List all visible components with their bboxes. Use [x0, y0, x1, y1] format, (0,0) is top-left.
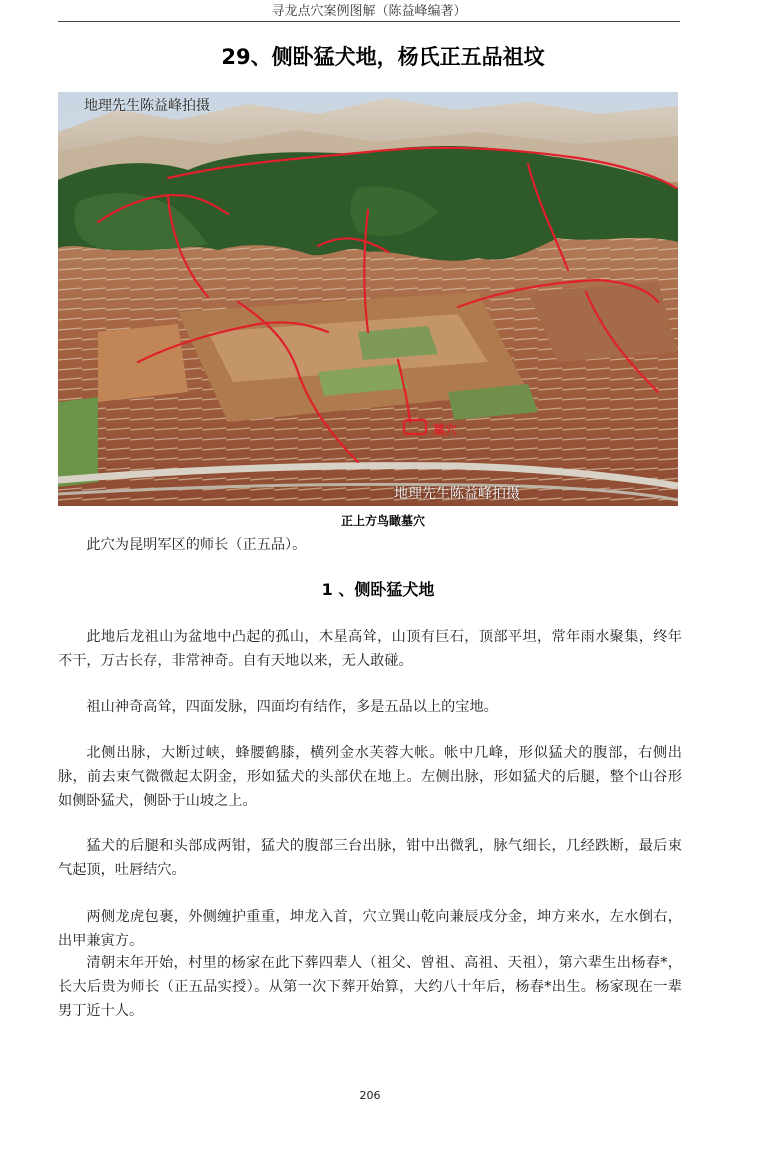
header-rule	[58, 21, 680, 22]
section-heading: 1 、侧卧猛犬地	[321, 580, 435, 599]
page-number: 206	[359, 1089, 381, 1102]
paragraph-4: 猛犬的后腿和头部成两钳，猛犬的腹部三台出脉，钳中出微乳，脉气细长，几经跌断，最后束气起顶，吐唇结穴。	[58, 838, 682, 878]
chapter-title: 29、侧卧猛犬地，杨氏正五品祖坟	[221, 45, 545, 69]
running-header: 寻龙点穴案例图解（陈益峰编著）	[271, 4, 467, 19]
intro-paragraph: 此穴为昆明军区的师长（正五品）。	[86, 537, 307, 553]
paragraph-1: 此地后龙祖山为盆地中凸起的孤山，木星高耸，山顶有巨石，顶部平坦，常年雨水聚集，终年不干，万古长存，非常神奇。自有天地以来，无人敢碰。	[58, 629, 682, 669]
photo-watermark-bottom: 地理先生陈益峰拍摄	[394, 486, 520, 502]
paragraph-3: 北侧出脉，大断过峡，蜂腰鹤膝，横列金水芙蓉大帐。帐中几峰，形似猛犬的腹部，右侧出脉，前去束气微微起太阴金，形如猛犬的头部伏在地上。左侧出脉，形如猛犬的后腿，整个山谷形如侧卧猛犬，侧卧于山坡之上。	[58, 745, 682, 809]
paragraph-2: 祖山神奇高耸，四面发脉，四面均有结作，多是五品以上的宝地。	[86, 699, 498, 715]
aerial-photo	[58, 92, 678, 506]
paragraph-5: 两侧龙虎包裹，外侧缠护重重，坤龙入首，穴立巽山乾向兼辰戌分金，坤方来水，左水倒右，出甲兼寅方。	[58, 909, 682, 949]
paragraph-6: 清朝末年开始，村里的杨家在此下葬四辈人（祖父、曾祖、高祖、天祖），第六辈生出杨春*，长大后贵为师长（正五品实授）。从第一次下葬开始算，大约八十年后，杨春*出生。杨家现在一辈男丁近十人。	[58, 955, 682, 1019]
aerial-photo-illustration	[58, 92, 678, 506]
photo-caption: 正上方鸟瞰墓穴	[340, 514, 425, 528]
photo-watermark-top: 地理先生陈益峰拍摄	[84, 98, 210, 114]
tomb-label: 墓穴	[433, 423, 458, 437]
